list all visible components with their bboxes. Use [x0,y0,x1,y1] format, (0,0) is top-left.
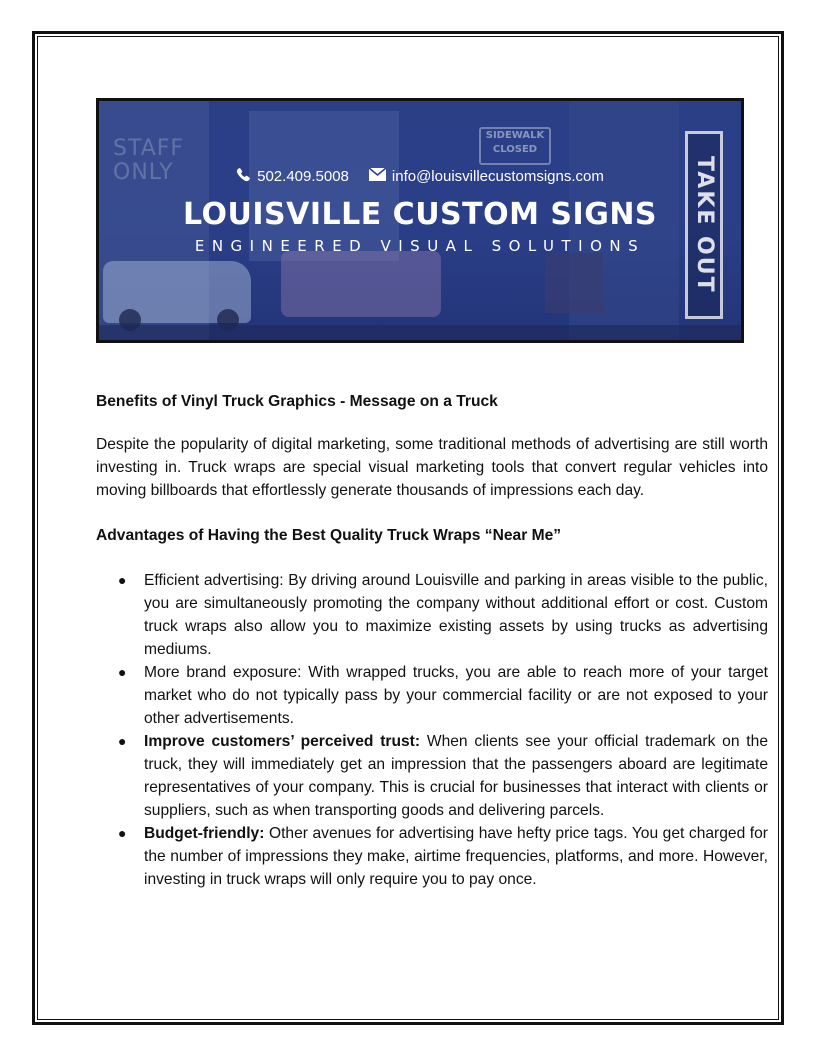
brand-tagline: ENGINEERED VISUAL SOLUTIONS [194,237,646,255]
header-banner [96,98,744,343]
article-heading: Benefits of Vinyl Truck Graphics - Message on a Truck [96,393,498,410]
list-item [96,569,768,661]
section-subheading: Advantages of Having the Best Quality Truck Wraps “Near Me” [96,527,562,544]
phone-number: 502.409.5008 [257,168,349,185]
contact-email [369,168,604,185]
bullet-text: When clients see your official trademark on the truck, they will immediately get an impression that the passengers aboard are legitimate representatives of your company. This is crucial for businesses that interact with clients or suppliers, such as when transporting goods and delivering parcels. [144,733,768,819]
bullet-text: More brand exposure: With wrapped trucks, you are able to reach more of your target market who do not typically pass by your commercial facility or are not exposed to your other advertisements. [144,664,768,727]
bullet-icon: ● [118,664,127,680]
ground [99,325,744,343]
phone-icon [236,167,251,186]
bullet-text: Efficient advertising: By driving around Louisville and parking in areas visible to the public, you are simultaneously promoting the company without additional effort or cost. Custom truck wraps also allow you to maximize existing assets by using trucks as advertising mediums. [144,572,768,658]
list-item [96,822,768,891]
intro-paragraph: Despite the popularity of digital marketing, some traditional methods of advertising are still worth investing in. Truck wraps are special visual marketing tools that convert regular vehicles into moving billboards that effortlessly generate thousands of impressions each day. [96,436,768,499]
bullet-icon: ● [118,733,127,749]
advantages-list [96,569,768,891]
mail-icon [369,168,386,185]
contact-phone [236,167,349,186]
background-sidewalk-sign: SIDEWALK CLOSED [479,127,551,165]
bullet-lead: Budget-friendly: [144,825,265,842]
street-sign-post [545,253,603,313]
article-body [96,390,768,891]
bullet-lead: Improve customers’ perceived trust: [144,733,421,750]
brand-title: LOUISVILLE CUSTOM SIGNS [182,197,658,232]
vehicle-center [281,251,441,317]
background-takeout-sign: TAKE OUT [685,131,723,319]
contact-row [99,167,741,186]
bullet-text: Other avenues for advertising have hefty price tags. You get charged for the number of impressions they make, airtime frequencies, platforms, and more. However, investing in truck wraps will only require you to pay once. [144,825,768,888]
list-item [96,661,768,730]
background-staff-only-text: STAFF ONLY [113,136,185,185]
email-address: info@louisvillecustomsigns.com [391,168,604,185]
bullet-icon: ● [118,572,127,588]
bullet-icon: ● [118,825,127,841]
list-item [96,730,768,822]
